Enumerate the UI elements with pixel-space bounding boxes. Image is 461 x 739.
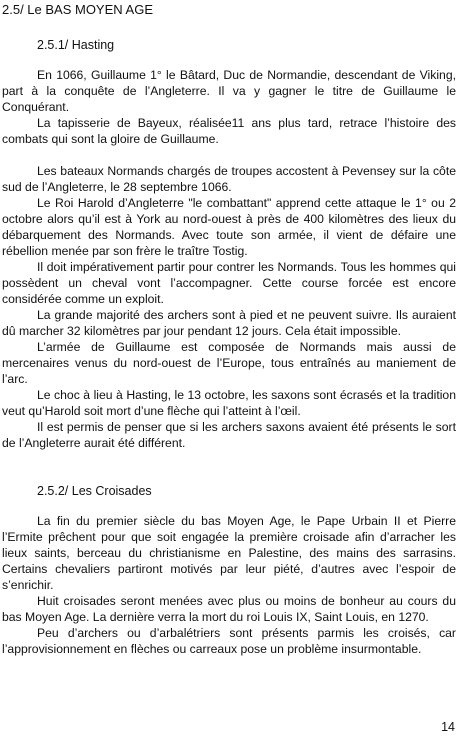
paragraph: Il doit impérativement partir pour contrer les Normands. Tous les hommes qui possèdent un cheval vont l’accompagner. Cette course forcée est encore considérée comme un exploit. <box>2 260 456 306</box>
paragraph: La grande majorité des archers sont à pied et ne peuvent suivre. Ils auraient dû marcher 32 kilomètres par jour pendant 12 jours. Cela était impossible. <box>2 308 456 338</box>
paragraph: Huit croisades seront menées avec plus ou moins de bonheur au cours du bas Moyen Age. La dernière verra la mort du roi Louis IX, Saint Louis, en 1270. <box>2 594 456 624</box>
paragraph: Le choc à lieu à Hasting, le 13 octobre, les saxons sont écrasés et la tradition veut qu’Harold soit mort d’une flèche qui l’atteint à l’œil. <box>2 388 456 418</box>
paragraph: La fin du premier siècle du bas Moyen Age, le Pape Urbain II et Pierre l’Ermite prêchent pour que soit engagée la première croisade afin d’arracher les lieux saints, berceau du christianisme en Palestine, des mains des sarrasins. Certains chevaliers partiront motivés par leur piété, d’autres avec l’espoir de s’enrichir. <box>2 514 456 592</box>
subsection-title-hasting: 2.5.1/ Hasting <box>37 38 115 52</box>
paragraph: En 1066, Guillaume 1° le Bâtard, Duc de Normandie, descendant de Viking, part à la conquête de l’Angleterre. Il va y gagner le titre de Guillaume le Conquérant. <box>2 68 456 114</box>
paragraph: Le Roi Harold d’Angleterre "le combattant" apprend cette attaque le 1° ou 2 octobre alors qu’il est à York au nord-ouest à près de 400 kilomètres des lieux du débarquement des Normands. Avec toute son armée, il vient de défaire une rébellion menée par son frère le traître Tostig. <box>2 196 456 258</box>
paragraph: Peu d’archers ou d’arbalétriers sont présents parmis les croisés, car l’approvisionnement en flèches ou carreaux pose un problème insurmontable. <box>2 626 456 656</box>
hasting-text <box>2 67 456 451</box>
paragraph: La tapisserie de Bayeux, réalisée11 ans plus tard, retrace l’histoire des combats qui sont la gloire de Guillaume. <box>2 116 456 146</box>
croisades-text <box>2 513 456 657</box>
paragraph: Les bateaux Normands chargés de troupes accostent à Pevensey sur la côte sud de l’Angleterre, le 28 septembre 1066. <box>2 164 456 194</box>
subsection-title-croisades: 2.5.2/ Les Croisades <box>37 484 152 498</box>
section-title: 2.5/ Le BAS MOYEN AGE <box>2 2 154 17</box>
page-number: 14 <box>441 720 455 734</box>
paragraph: Il est permis de penser que si les archers saxons avaient été présents le sort de l’Angleterre aurait été différent. <box>2 420 456 450</box>
paragraph: L’armée de Guillaume est composée de Normands mais aussi de mercenaires venus du nord-ouest de l’Europe, tous entraînés au maniement de l’arc. <box>2 340 456 386</box>
